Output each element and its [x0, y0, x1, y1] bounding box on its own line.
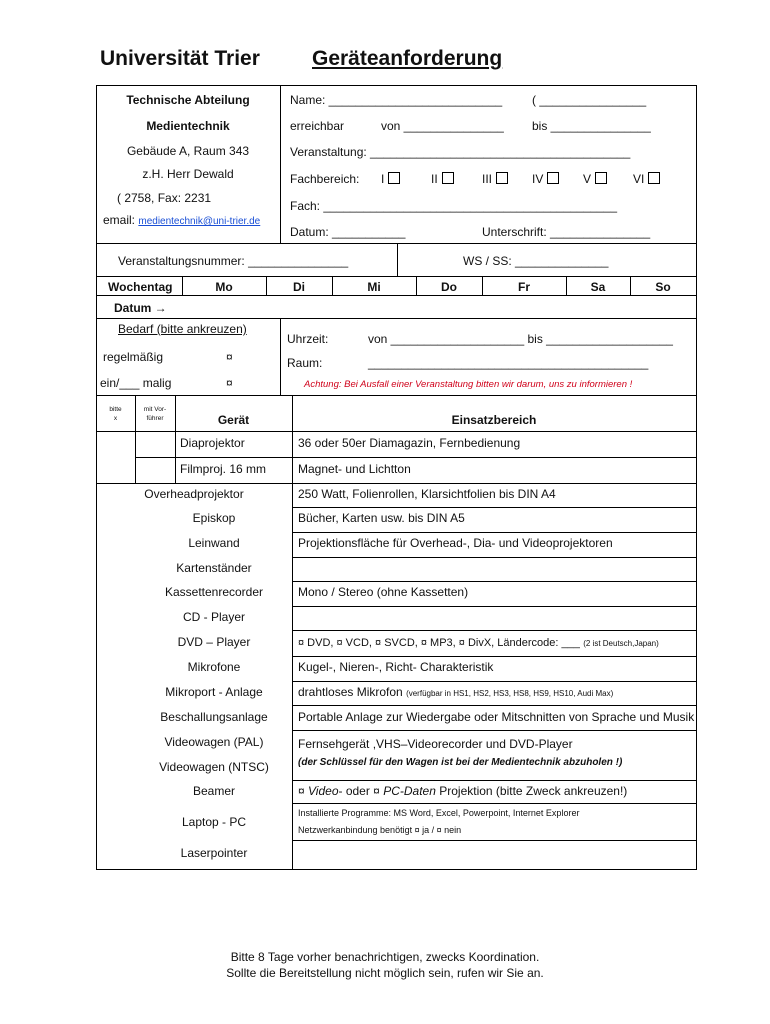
- dept-option-3[interactable]: III: [482, 172, 508, 186]
- device-overhead: Overheadprojektor: [144, 487, 244, 501]
- email-link[interactable]: medientechnik@uni-trier.de: [138, 216, 261, 227]
- day-di: Di: [293, 280, 305, 294]
- semester-field[interactable]: WS / SS: ______________: [463, 254, 609, 268]
- col-use-header: Einsatzbereich: [451, 413, 537, 427]
- phone-field[interactable]: ( ________________: [532, 93, 647, 107]
- signature-field[interactable]: Unterschrift: _______________: [482, 225, 651, 239]
- day-sa: Sa: [590, 280, 606, 294]
- dept-option-4[interactable]: IV: [532, 172, 559, 186]
- weekday-label: Wochentag: [108, 280, 173, 294]
- use-videowagen-ntsc: (der Schlüssel für den Wagen ist bei der Medientechnik abzuholen !): [298, 757, 623, 768]
- use-diaprojektor: 36 oder 50er Diamagazin, Fernbedienung: [298, 436, 521, 450]
- device-beamer: Beamer: [192, 784, 236, 798]
- use-laptop: Installierte Programme: MS Word, Excel, Powerpoint, Internet Explorer: [298, 808, 580, 818]
- contact-person: z.H. Herr Dewald: [142, 167, 234, 181]
- university-name: Universität Trier: [100, 47, 260, 70]
- room-label: Raum:: [287, 356, 323, 370]
- device-beschallung: Beschallungsanlage: [160, 710, 268, 724]
- once-checkbox[interactable]: ¤: [226, 376, 233, 390]
- day-mo: Mo: [215, 280, 233, 294]
- device-filmprojektor: Filmproj. 16 mm: [180, 462, 267, 476]
- checkbox: [648, 172, 660, 184]
- device-cd-player: CD - Player: [182, 610, 245, 624]
- dept-option-1[interactable]: I: [381, 172, 400, 186]
- checkbox: [388, 172, 400, 184]
- device-videowagen-ntsc: Videowagen (NTSC): [159, 760, 269, 774]
- use-mikrofone: Kugel-, Nieren-, Richt- Charakteristik: [298, 660, 494, 674]
- checkbox: [595, 172, 607, 184]
- device-diaprojektor: Diaprojektor: [180, 436, 245, 450]
- building-info: Gebäude A, Raum 343: [126, 144, 250, 158]
- use-overhead: 250 Watt, Folienrollen, Klarsichtfolien bis DIN A4: [298, 487, 556, 501]
- checkbox: [496, 172, 508, 184]
- device-leinwand: Leinwand: [188, 536, 240, 550]
- event-field[interactable]: Veranstaltung: _______________________________________: [290, 145, 631, 159]
- time-range-field[interactable]: von ____________________ bis ___________________: [368, 332, 673, 346]
- date-row-label: Datum →: [114, 301, 167, 315]
- use-videowagen-pal: Fernsehgerät ,VHS–Videorecorder und DVD-Player: [298, 737, 573, 751]
- use-dvd-player: ¤ DVD, ¤ VCD, ¤ SVCD, ¤ MP3, ¤ DivX, Ländercode: ___ (2 ist Deutsch,Japan): [298, 637, 659, 649]
- device-mikroport: Mikroport - Anlage: [165, 685, 263, 699]
- checkbox: [442, 172, 454, 184]
- device-kartenstaender: Kartenständer: [176, 561, 252, 575]
- device-episkop: Episkop: [192, 511, 236, 525]
- department-label: Fachbereich:: [290, 172, 360, 186]
- footer-line-2: Sollte die Bereitstellung nicht möglich sein, rufen wir Sie an.: [226, 966, 544, 980]
- email-row: [103, 213, 260, 227]
- device-laptop: Laptop - PC: [181, 815, 247, 829]
- use-beschallung: Portable Anlage zur Wiedergabe oder Mitschnitten von Sprache und Musik: [298, 710, 695, 724]
- footer-line-1: Bitte 8 Tage vorher benachrichtigen, zwecks Koordination.: [230, 950, 540, 964]
- regular-label: regelmäßig: [103, 350, 164, 364]
- room-field[interactable]: __________________________________________: [368, 356, 649, 370]
- use-laptop-network: Netzwerkanbindung benötigt ¤ ja / ¤ nein: [298, 825, 462, 835]
- need-title: Bedarf (bitte ankreuzen): [118, 322, 247, 336]
- date-field[interactable]: Datum: ___________: [290, 225, 406, 239]
- use-beamer: ¤ Video- oder ¤ PC-Daten Projektion (bitte Zweck ankreuzen!): [298, 784, 628, 798]
- use-mikroport: drahtloses Mikrofon (verfügbar in HS1, HS2, HS3, HS8, HS9, HS10, Audi Max): [298, 685, 614, 699]
- reachable-label: erreichbar: [290, 119, 345, 133]
- use-episkop: Bücher, Karten usw. bis DIN A5: [298, 511, 465, 525]
- day-do: Do: [441, 280, 457, 294]
- contact-phone: ( 2758, Fax: 2231: [117, 191, 212, 205]
- dept-technical: Technische Abteilung: [126, 93, 250, 107]
- col-operator-header: mit Vor- führer: [143, 406, 167, 422]
- subject-field[interactable]: Fach: ____________________________________________: [290, 199, 617, 213]
- reachable-from-field[interactable]: von _______________: [381, 119, 504, 133]
- device-mikrofone: Mikrofone: [187, 660, 241, 674]
- checkbox: [547, 172, 559, 184]
- form-title: Geräteanforderung: [312, 47, 503, 70]
- email-label: email:: [103, 213, 136, 227]
- dept-option-2[interactable]: II: [431, 172, 454, 186]
- once-label: ein/___ malig: [100, 376, 172, 390]
- regular-checkbox[interactable]: ¤: [226, 350, 233, 364]
- device-dvd-player: DVD – Player: [177, 635, 251, 649]
- cancellation-warning: Achtung: Bei Ausfall einer Veranstaltung bitten wir darum, uns zu informieren !: [304, 379, 633, 390]
- device-laserpointer: Laserpointer: [180, 846, 248, 860]
- use-filmprojektor: Magnet- und Lichtton: [298, 462, 411, 476]
- use-kassettenrecorder: Mono / Stereo (ohne Kassetten): [298, 585, 469, 599]
- device-kassettenrecorder: Kassettenrecorder: [164, 585, 264, 599]
- use-leinwand: Projektionsfläche für Overhead-, Dia- und Videoprojektoren: [298, 536, 613, 550]
- reachable-to-field[interactable]: bis _______________: [532, 119, 651, 133]
- name-field[interactable]: Name: __________________________: [290, 93, 503, 107]
- dept-option-5[interactable]: V: [583, 172, 607, 186]
- device-videowagen-pal: Videowagen (PAL): [164, 735, 264, 749]
- day-mi: Mi: [367, 280, 381, 294]
- col-device-header: Gerät: [217, 413, 250, 427]
- time-label: Uhrzeit:: [287, 332, 329, 346]
- day-fr: Fr: [518, 280, 530, 294]
- day-so: So: [655, 280, 671, 294]
- dept-option-6[interactable]: VI: [633, 172, 660, 186]
- col-mark-header: bitte x: [109, 406, 122, 422]
- dept-media: Medientechnik: [146, 119, 230, 133]
- course-number-field[interactable]: Veranstaltungsnummer: _______________: [118, 254, 349, 268]
